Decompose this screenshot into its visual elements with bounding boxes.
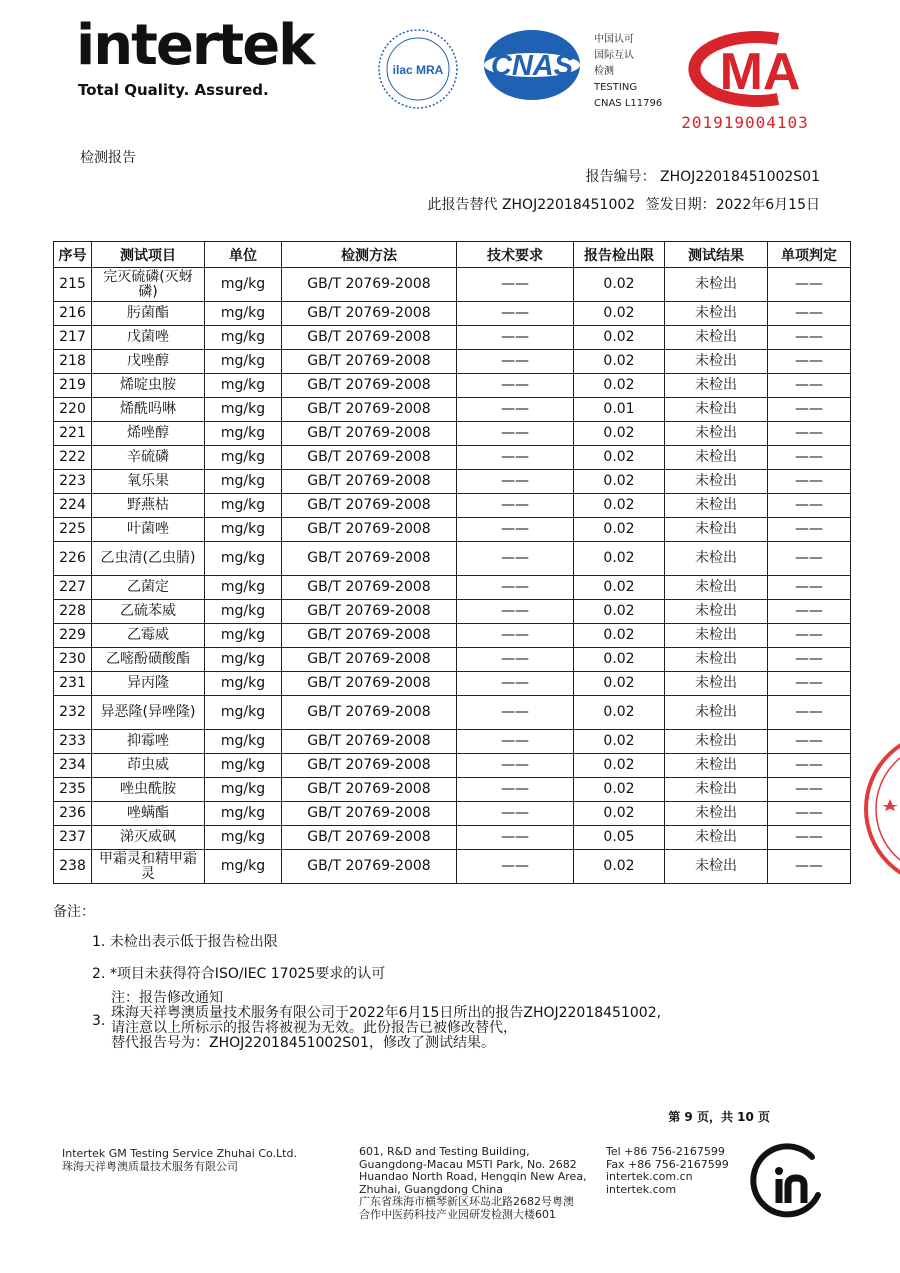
test-method: GB/T 20769-2008 [282, 302, 457, 326]
unit: mg/kg [205, 624, 282, 648]
row-number: 227 [54, 576, 92, 600]
row-number: 228 [54, 600, 92, 624]
row-number: 235 [54, 778, 92, 802]
detection-limit: 0.02 [574, 672, 665, 696]
report-number-line [586, 166, 820, 186]
note-text: *项目未获得符合ISO/IEC 17025要求的认可 [109, 966, 386, 982]
detection-limit: 0.02 [574, 542, 665, 576]
requirement: —— [457, 398, 574, 422]
unit: mg/kg [205, 470, 282, 494]
note-line: 注：报告修改通知 [111, 990, 223, 1006]
requirement: —— [457, 624, 574, 648]
table-row [54, 672, 851, 696]
requirement: —— [457, 802, 574, 826]
detection-limit: 0.02 [574, 494, 665, 518]
test-item: 乙硫苯威 [92, 600, 205, 624]
table-row [54, 730, 851, 754]
note-text: 未检出表示低于报告检出限 [109, 934, 278, 950]
unit: mg/kg [205, 826, 282, 850]
page-indicator: 第 9 页，共 10 页 [668, 1110, 770, 1124]
requirement: —— [457, 600, 574, 624]
test-method: GB/T 20769-2008 [282, 648, 457, 672]
judgement: —— [768, 542, 851, 576]
ilac-label: ilac MRA [392, 63, 444, 77]
address-line: 601, R&D and Testing Building, [359, 1145, 530, 1158]
judgement: —— [768, 374, 851, 398]
requirement: —— [457, 268, 574, 302]
table-header-row [54, 242, 851, 268]
test-method: GB/T 20769-2008 [282, 542, 457, 576]
test-item: 乙嘧酚磺酸酯 [92, 648, 205, 672]
test-method: GB/T 20769-2008 [282, 470, 457, 494]
detection-limit: 0.02 [574, 268, 665, 302]
footer-company [62, 1148, 297, 1173]
test-result: 未检出 [665, 576, 768, 600]
contact-line: intertek.com.cn [606, 1170, 693, 1183]
test-result: 未检出 [665, 350, 768, 374]
note-number: 2. [92, 966, 106, 982]
requirement: —— [457, 826, 574, 850]
contact-line: intertek.com [606, 1182, 677, 1196]
test-item: 烯酰吗啉 [92, 398, 205, 422]
judgement: —— [768, 600, 851, 624]
table-row [54, 600, 851, 624]
unit: mg/kg [205, 268, 282, 302]
detection-limit: 0.02 [574, 730, 665, 754]
unit: mg/kg [205, 542, 282, 576]
detection-limit: 0.02 [574, 802, 665, 826]
row-number: 237 [54, 826, 92, 850]
row-number: 217 [54, 326, 92, 350]
unit: mg/kg [205, 778, 282, 802]
test-item: 唑螨酯 [92, 802, 205, 826]
test-item: 唑虫酰胺 [92, 778, 205, 802]
detection-limit: 0.02 [574, 754, 665, 778]
row-number: 226 [54, 542, 92, 576]
row-number: 219 [54, 374, 92, 398]
unit: mg/kg [205, 802, 282, 826]
row-number: 233 [54, 730, 92, 754]
table-row [54, 542, 851, 576]
test-item: 涕灭威砜 [92, 826, 205, 850]
requirement: —— [457, 350, 574, 374]
test-result: 未检出 [665, 398, 768, 422]
test-method: GB/T 20769-2008 [282, 850, 457, 884]
judgement: —— [768, 696, 851, 730]
detection-limit: 0.02 [574, 778, 665, 802]
table-row [54, 754, 851, 778]
detection-limit: 0.02 [574, 470, 665, 494]
test-method: GB/T 20769-2008 [282, 576, 457, 600]
test-method: GB/T 20769-2008 [282, 398, 457, 422]
unit: mg/kg [205, 326, 282, 350]
unit: mg/kg [205, 850, 282, 884]
test-item: 叶菌唑 [92, 518, 205, 542]
detection-limit: 0.02 [574, 374, 665, 398]
detection-limit: 0.02 [574, 422, 665, 446]
judgement: —— [768, 350, 851, 374]
judgement: —— [768, 302, 851, 326]
unit: mg/kg [205, 696, 282, 730]
requirement: —— [457, 576, 574, 600]
test-result: 未检出 [665, 268, 768, 302]
table-row [54, 624, 851, 648]
cnas-text-line: CNAS L11796 [594, 98, 663, 109]
cma-label: MA [719, 43, 801, 101]
judgement: —— [768, 398, 851, 422]
row-number: 230 [54, 648, 92, 672]
header-item: 测试项目 [92, 242, 205, 268]
judgement: —— [768, 754, 851, 778]
test-method: GB/T 20769-2008 [282, 802, 457, 826]
judgement: —— [768, 576, 851, 600]
test-method: GB/T 20769-2008 [282, 754, 457, 778]
judgement: —— [768, 826, 851, 850]
requirement: —— [457, 754, 574, 778]
requirement: —— [457, 470, 574, 494]
judgement: —— [768, 268, 851, 302]
requirement: —— [457, 518, 574, 542]
test-item: 烯唑醇 [92, 422, 205, 446]
row-number: 236 [54, 802, 92, 826]
test-result: 未检出 [665, 494, 768, 518]
test-item: 异恶隆(异唑隆) [92, 696, 205, 730]
issue-date: 2022年6月15日 [715, 197, 820, 213]
header-no: 序号 [54, 242, 92, 268]
judgement: —— [768, 648, 851, 672]
test-item: 茚虫威 [92, 754, 205, 778]
test-result: 未检出 [665, 542, 768, 576]
test-method: GB/T 20769-2008 [282, 778, 457, 802]
unit: mg/kg [205, 422, 282, 446]
note-number: 3. [92, 1013, 106, 1029]
test-result: 未检出 [665, 672, 768, 696]
detection-limit: 0.02 [574, 350, 665, 374]
header-method: 检测方法 [282, 242, 457, 268]
row-number: 231 [54, 672, 92, 696]
test-item: 野燕枯 [92, 494, 205, 518]
table-row [54, 422, 851, 446]
header-requirement: 技术要求 [457, 242, 574, 268]
detection-limit: 0.02 [574, 518, 665, 542]
cnas-label: CNAS [490, 50, 574, 82]
cnas-text-line: 国际互认 [594, 50, 634, 61]
detection-limit: 0.02 [574, 576, 665, 600]
test-method: GB/T 20769-2008 [282, 350, 457, 374]
note-line: 珠海天祥粤澳质量技术服务有限公司于2022年6月15日所出的报告ZHOJ22018451002, [111, 1005, 662, 1021]
table-row [54, 850, 851, 884]
test-result: 未检出 [665, 778, 768, 802]
table-row [54, 778, 851, 802]
judgement: —— [768, 850, 851, 884]
test-method: GB/T 20769-2008 [282, 624, 457, 648]
note-line: 替代报告号为：ZHOJ22018451002S01，修改了测试结果。 [111, 1035, 495, 1051]
test-item: 抑霉唑 [92, 730, 205, 754]
test-method: GB/T 20769-2008 [282, 326, 457, 350]
judgement: —— [768, 422, 851, 446]
results-table [53, 241, 851, 884]
row-number: 229 [54, 624, 92, 648]
unit: mg/kg [205, 374, 282, 398]
judgement: —— [768, 802, 851, 826]
test-result: 未检出 [665, 302, 768, 326]
detection-limit: 0.02 [574, 446, 665, 470]
test-item: 肟菌酯 [92, 302, 205, 326]
requirement: —— [457, 374, 574, 398]
cnas-logo [482, 28, 582, 102]
note-line: 请注意以上所标示的报告将被视为无效。此份报告已被修改替代， [111, 1020, 517, 1036]
requirement: —— [457, 648, 574, 672]
test-result: 未检出 [665, 648, 768, 672]
test-method: GB/T 20769-2008 [282, 374, 457, 398]
header-limit: 报告检出限 [574, 242, 665, 268]
detection-limit: 0.02 [574, 600, 665, 624]
unit: mg/kg [205, 672, 282, 696]
brand-tagline: Total Quality. Assured. [78, 81, 269, 99]
address-line: Huandao North Road, Hengqin New Area, [359, 1170, 587, 1183]
unit: mg/kg [205, 730, 282, 754]
judgement: —— [768, 470, 851, 494]
footer-contact [606, 1146, 729, 1196]
footer-address [359, 1146, 587, 1221]
test-item: 乙虫清(乙虫腈) [92, 542, 205, 576]
requirement: —— [457, 850, 574, 884]
requirement: —— [457, 778, 574, 802]
judgement: —— [768, 624, 851, 648]
contact-line: Fax +86 756-2167599 [606, 1157, 729, 1171]
detection-limit: 0.02 [574, 624, 665, 648]
row-number: 221 [54, 422, 92, 446]
unit: mg/kg [205, 754, 282, 778]
test-item: 烯啶虫胺 [92, 374, 205, 398]
requirement: —— [457, 326, 574, 350]
judgement: —— [768, 672, 851, 696]
requirement: —— [457, 494, 574, 518]
judgement: —— [768, 326, 851, 350]
unit: mg/kg [205, 600, 282, 624]
test-result: 未检出 [665, 600, 768, 624]
detection-limit: 0.02 [574, 696, 665, 730]
test-item: 乙菌定 [92, 576, 205, 600]
company-name-cn: 珠海天祥粤澳质量技术服务有限公司 [62, 1159, 238, 1173]
unit: mg/kg [205, 518, 282, 542]
detection-limit: 0.01 [574, 398, 665, 422]
replaces-number: ZHOJ22018451002 [501, 197, 636, 213]
test-item: 戊菌唑 [92, 326, 205, 350]
unit: mg/kg [205, 494, 282, 518]
test-result: 未检出 [665, 802, 768, 826]
table-row [54, 326, 851, 350]
test-method: GB/T 20769-2008 [282, 600, 457, 624]
table-row [54, 826, 851, 850]
row-number: 234 [54, 754, 92, 778]
test-item: 甲霜灵和精甲霜灵 [92, 850, 205, 884]
test-item: 乙霉威 [92, 624, 205, 648]
test-result: 未检出 [665, 374, 768, 398]
table-row [54, 350, 851, 374]
judgement: —— [768, 494, 851, 518]
unit: mg/kg [205, 446, 282, 470]
test-result: 未检出 [665, 446, 768, 470]
unit: mg/kg [205, 648, 282, 672]
row-number: 216 [54, 302, 92, 326]
test-result: 未检出 [665, 696, 768, 730]
requirement: —— [457, 672, 574, 696]
table-row [54, 302, 851, 326]
cma-number: 201919004103 [681, 113, 809, 132]
test-result: 未检出 [665, 730, 768, 754]
unit: mg/kg [205, 576, 282, 600]
replaces-label: 此报告替代 [427, 197, 498, 213]
header-unit: 单位 [205, 242, 282, 268]
notes-label: 备注： [53, 904, 95, 920]
table-row [54, 398, 851, 422]
table-body [54, 268, 851, 884]
row-number: 224 [54, 494, 92, 518]
cnas-accreditation-text [594, 32, 662, 112]
judgement: —— [768, 446, 851, 470]
table-row [54, 446, 851, 470]
table-row [54, 518, 851, 542]
contact-line: Tel +86 756-2167599 [606, 1145, 725, 1158]
table-row [54, 374, 851, 398]
cnas-text-line: TESTING [594, 82, 638, 93]
detection-limit: 0.02 [574, 302, 665, 326]
report-number: ZHOJ22018451002S01 [660, 169, 820, 185]
unit: mg/kg [205, 398, 282, 422]
test-item: 辛硫磷 [92, 446, 205, 470]
table-row [54, 696, 851, 730]
row-number: 225 [54, 518, 92, 542]
judgement: —— [768, 730, 851, 754]
test-method: GB/T 20769-2008 [282, 494, 457, 518]
address-line: 合作中医药科技产业园研发检测大楼601 [359, 1207, 556, 1221]
table-row [54, 576, 851, 600]
official-seal [862, 729, 900, 889]
note-3 [111, 991, 661, 1051]
cnas-text-line: 中国认可 [594, 34, 634, 45]
requirement: —— [457, 446, 574, 470]
note-1 [92, 931, 278, 951]
row-number: 238 [54, 850, 92, 884]
table-row [54, 648, 851, 672]
judgement: —— [768, 778, 851, 802]
document-title: 检测报告 [80, 150, 136, 166]
requirement: —— [457, 302, 574, 326]
test-method: GB/T 20769-2008 [282, 518, 457, 542]
test-result: 未检出 [665, 624, 768, 648]
cma-logo [668, 27, 822, 111]
test-item: 氧乐果 [92, 470, 205, 494]
test-result: 未检出 [665, 826, 768, 850]
requirement: —— [457, 696, 574, 730]
address-line: Zhuhai, Guangdong China [359, 1182, 504, 1196]
ilac-mra-logo [377, 28, 459, 110]
judgement: —— [768, 518, 851, 542]
row-number: 220 [54, 398, 92, 422]
company-name-en: Intertek GM Testing Service Zhuhai Co.Ltd. [62, 1147, 297, 1160]
note-2 [92, 963, 385, 983]
issue-date-label: 签发日期： [645, 197, 716, 213]
requirement: —— [457, 730, 574, 754]
test-method: GB/T 20769-2008 [282, 446, 457, 470]
row-number: 222 [54, 446, 92, 470]
detection-limit: 0.02 [574, 850, 665, 884]
address-line: 广东省珠海市横琴新区环岛北路2682号粤澳 [359, 1195, 574, 1208]
table-row [54, 470, 851, 494]
test-method: GB/T 20769-2008 [282, 696, 457, 730]
cnas-text-line: 检测 [594, 66, 614, 77]
test-item: 戊唑醇 [92, 350, 205, 374]
report-number-label: 报告编号： [585, 169, 656, 185]
header-result: 测试结果 [665, 242, 768, 268]
header-judgement: 单项判定 [768, 242, 851, 268]
test-result: 未检出 [665, 326, 768, 350]
test-result: 未检出 [665, 470, 768, 494]
test-method: GB/T 20769-2008 [282, 268, 457, 302]
test-method: GB/T 20769-2008 [282, 826, 457, 850]
test-method: GB/T 20769-2008 [282, 730, 457, 754]
note-number: 1. [92, 934, 106, 950]
replacement-line [427, 194, 820, 214]
intertek-circle-logo [748, 1143, 828, 1223]
detection-limit: 0.05 [574, 826, 665, 850]
table-row [54, 268, 851, 302]
test-result: 未检出 [665, 518, 768, 542]
address-line: Guangdong-Macau MSTI Park, No. 2682 [359, 1157, 577, 1171]
row-number: 218 [54, 350, 92, 374]
test-item: 异丙隆 [92, 672, 205, 696]
detection-limit: 0.02 [574, 648, 665, 672]
table-row [54, 494, 851, 518]
row-number: 215 [54, 268, 92, 302]
row-number: 223 [54, 470, 92, 494]
requirement: —— [457, 422, 574, 446]
row-number: 232 [54, 696, 92, 730]
unit: mg/kg [205, 302, 282, 326]
test-result: 未检出 [665, 754, 768, 778]
intertek-logo: intertek [76, 13, 314, 78]
test-result: 未检出 [665, 422, 768, 446]
table-row [54, 802, 851, 826]
test-result: 未检出 [665, 850, 768, 884]
requirement: —— [457, 542, 574, 576]
test-item: 完灭硫磷(灭蚜磷) [92, 268, 205, 302]
test-method: GB/T 20769-2008 [282, 422, 457, 446]
unit: mg/kg [205, 350, 282, 374]
test-method: GB/T 20769-2008 [282, 672, 457, 696]
detection-limit: 0.02 [574, 326, 665, 350]
